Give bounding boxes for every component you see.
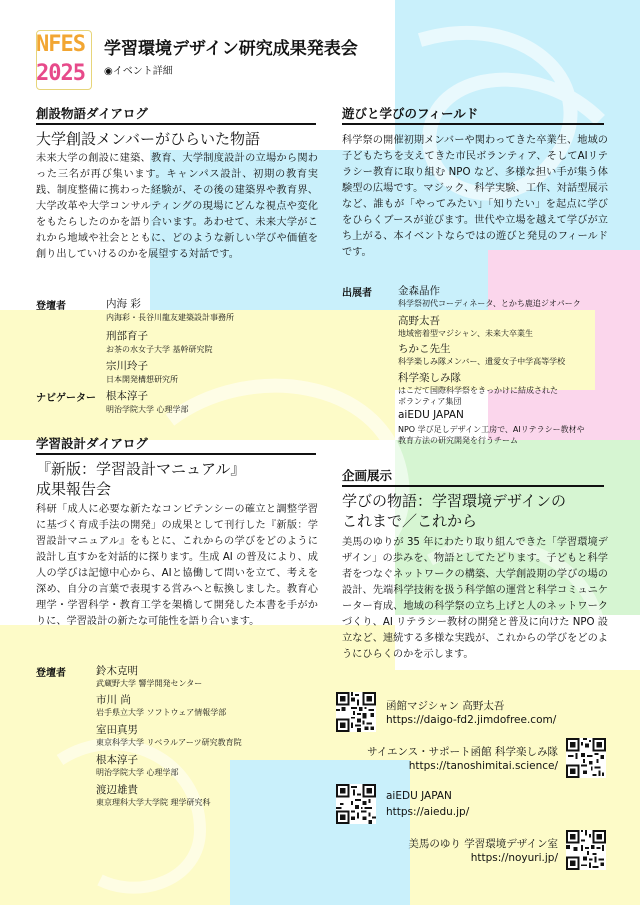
exhibitor-name: 科学楽しみ隊: [398, 372, 461, 384]
section-rule-kikaku: [342, 485, 604, 487]
page-title: 学習環境デザイン研究成果発表会: [104, 39, 358, 59]
section-lead-kikaku-1: 学びの物語：学習環境デザインの: [342, 492, 566, 510]
section-rule-asobi: [342, 123, 604, 125]
person-name: 刑部育子: [106, 330, 148, 342]
exhibitor-affiliation: 科学楽しみ隊メンバー、遺愛女子中学高等学校: [398, 357, 566, 366]
person-name: 室田真男: [96, 724, 138, 736]
section-heading-gakushu: 学習設計ダイアログ: [36, 436, 148, 451]
qr-code-icon[interactable]: [566, 830, 606, 870]
person-name: 渡辺雄貴: [96, 784, 138, 796]
person-name: 宗川玲子: [106, 360, 148, 372]
exhibitor-affiliation: NPO 学び足しデザイン工房で、AIリテラシー教材や: [398, 425, 585, 434]
link-title: aiEDU JAPAN: [386, 790, 452, 802]
person-affiliation: 東京理科大学大学院 理学研究科: [96, 798, 211, 807]
qr-code-icon[interactable]: [336, 784, 376, 824]
section-lead-gakushu-1: 『新版：学習設計マニュアル』: [36, 460, 246, 478]
exhibitor-name: 高野太吾: [398, 315, 440, 327]
section-heading-sogyo: 創設物語ダイアログ: [36, 106, 148, 121]
person-affiliation: 内海彩・長谷川龍友建築設計事務所: [106, 313, 234, 322]
qr-code-icon[interactable]: [566, 738, 606, 778]
section-lead-kikaku-2: これまで／これから: [342, 512, 478, 530]
exhibitor-affiliation: はこだて国際科学祭をきっかけに結成された: [398, 386, 558, 395]
person-affiliation: 明治学院大学 心理学部: [106, 405, 189, 414]
role-label-navigator: ナビゲーター: [36, 393, 96, 404]
role-label-speakers: 登壇者: [36, 668, 66, 679]
person-affiliation: 明治学院大学 心理学部: [96, 768, 179, 777]
section-body-gakushu: 科研「成人に必要な新たなコンピテンシーの確立と調整学習に基づく育成手法の開発」の成果として刊行した『新版：学習設計マニュアル』をもとに、これからの学びをどのように設計し直すかを対話的に探ります。生成 AI の普及により、成人の学びは記憶中心から、AIと協働して問いを立て、考えを深め、自分の言葉で表現する営みへと転換しました。教育心理学・学習科学・教育工学を架橋して開発した本書を手がかりに、学習設計の新たな可能性を語り合います。: [36, 504, 318, 627]
section-heading-asobi: 遊びと学びのフィールド: [342, 106, 479, 121]
person-affiliation: 武蔵野大学 響学開発センター: [96, 679, 203, 688]
exhibitor-affiliation: ボランティア集団: [398, 397, 462, 406]
page-subtitle: ◉イベント詳細: [104, 66, 173, 77]
person-name: 根本淳子: [106, 390, 148, 402]
exhibitor-name: aiEDU JAPAN: [398, 409, 464, 421]
person-affiliation: お茶の水女子大学 基幹研究院: [106, 345, 213, 354]
person-name: 根本淳子: [96, 754, 138, 766]
role-label-speakers: 登壇者: [36, 301, 66, 312]
section-lead-sogyo: 大学創設メンバーがひらいた物語: [36, 130, 260, 148]
link-title: 美馬のゆり 学習環境デザイン室: [408, 838, 558, 850]
person-name: 市川 尚: [96, 694, 131, 706]
logo-line-2: 2025: [36, 61, 85, 86]
role-label-exhibitors: 出展者: [342, 288, 372, 299]
section-rule-sogyo: [36, 123, 316, 125]
section-body-asobi: 科学祭の開催初期メンバーや関わってきた卒業生、地域の子どもたちを支えてきた市民ボランティア、そしてAIリテラシー教育に取り組む NPO など、多様な担い手が集う体験型の広場です。マジック、科学実験、工作、対話型展示など、誰もが「やってみたい」「知りたい」を起点に学びをひらくブースが並びます。世代や立場を越えて学びが立ち上がる、本イベントならではの遊びと発見のフィールドです。: [342, 135, 608, 258]
link-url[interactable]: https://noyuri.jp/: [470, 852, 558, 864]
section-body-kikaku: 美馬のゆりが 35 年にわたり取り組んできた「学習環境デザイン」の歩みを、物語としてたどります。子どもと科学者をつなぐネットワークの構築、大学創設期の学びの場の設計、先端科学技術を扱う科学館の運営と科学コミュニケーター育成、地域の科学祭の立ち上げと人のネットワークづくり、AI リテラシー教材の開発と普及に向けた NPO 設立など、連続する多様な実践が、これからの学びをどのようにひらくのかを示します。: [342, 537, 608, 660]
link-url[interactable]: https://tanoshimitai.science/: [408, 760, 558, 772]
person-name: 鈴木克明: [96, 665, 138, 677]
person-name: 内海 彩: [106, 298, 141, 310]
exhibitor-name: 金森晶作: [398, 285, 440, 297]
exhibitor-name: ちかこ先生: [398, 343, 451, 355]
link-url[interactable]: https://daigo-fd2.jimdofree.com/: [386, 714, 557, 726]
logo-line-1: NFES: [36, 32, 85, 57]
person-affiliation: 岩手県立大学 ソフトウェア情報学部: [96, 708, 227, 717]
section-lead-gakushu-2: 成果報告会: [36, 480, 112, 498]
exhibitor-affiliation: 教育方法の研究開発を行うチーム: [398, 436, 518, 445]
section-body-sogyo: 未来大学の創設に建築、教育、大学制度設計の立場から関わった三名が再び集います。キャンパス設計、初期の教育実践、制度整備に携わった経験が、その後の建築界や教育界、大学改革や大学コンサルティングの現場にどんな視点や変化をもたらしたのかを語り合います。あわせて、未来大学がこれから地域や社会とともに、どのような新しい学びや価値を創り出していけるのかを展望する対話です。: [36, 153, 318, 260]
link-title: 函館マジシャン 高野太吾: [386, 700, 505, 712]
link-title: サイエンス・サポート函館 科学楽しみ隊: [367, 746, 558, 758]
nfes-2025-logo: [36, 30, 92, 90]
exhibitor-affiliation: 地域密着型マジシャン、未来大卒業生: [398, 329, 533, 338]
person-affiliation: 東京科学大学 リベラルアーツ研究教育院: [96, 738, 242, 747]
person-affiliation: 日本開発構想研究所: [106, 375, 178, 384]
section-rule-gakushu: [36, 453, 316, 455]
qr-code-icon[interactable]: [336, 692, 376, 732]
exhibitor-affiliation: 科学祭初代コーディネータ、とかち鹿追ジオパーク: [398, 299, 581, 308]
section-heading-kikaku: 企画展示: [342, 468, 393, 483]
link-url[interactable]: https://aiedu.jp/: [386, 806, 470, 818]
